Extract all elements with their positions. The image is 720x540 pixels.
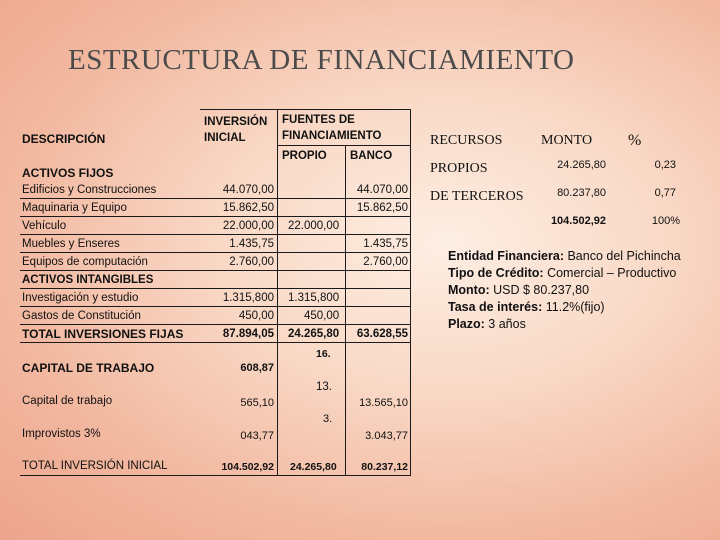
cell-imprevistos-fragment: 3. (323, 413, 333, 425)
col-divider-1 (277, 109, 278, 475)
cell-inversion: 1.315,800 (222, 292, 274, 304)
row-label-imprevistos: Improvistos 3% (22, 428, 101, 440)
row-label: Edificios y Construcciones (22, 184, 157, 196)
header-banco: BANCO (350, 150, 393, 162)
row-divider-6 (20, 288, 411, 289)
header-recursos: RECURSOS (430, 133, 503, 148)
resource-label-terceros: DE TERCEROS (430, 189, 524, 204)
cell-propio: 450,00 (304, 310, 340, 322)
cell-capital-banco-fragment: 16. (316, 348, 331, 360)
row-divider-10 (20, 475, 411, 476)
cell-propio: 1.315,800 (288, 292, 340, 304)
cell-inversion: 15.862,50 (222, 202, 274, 214)
resource-monto: 24.265,80 (557, 159, 606, 171)
info-monto: Monto: USD $ 80.237,80 (448, 283, 590, 297)
cell-inversion: 44.070,00 (222, 184, 274, 196)
cell-inversion: 22.000,00 (222, 220, 274, 232)
info-entidad: Entidad Financiera: Banco del Pichincha (448, 249, 681, 263)
row-divider-2 (20, 216, 411, 217)
cell-banco: 15.862,50 (356, 202, 408, 214)
cell-imprevistos-banco: 3.043,77 (365, 430, 408, 442)
info-tasa: Tasa de interés: 11.2%(fijo) (448, 300, 605, 314)
resource-pct: 0,77 (654, 187, 676, 199)
cell-inversion: 450,00 (238, 310, 274, 322)
cell-capital-trabajo-banco: 13.565,10 (359, 397, 408, 409)
row-label-activos-intangibles: ACTIVOS INTANGIBLES (22, 274, 154, 286)
row-label-total-fijas: TOTAL INVERSIONES FIJAS (22, 327, 184, 341)
header-porcentaje: % (628, 132, 642, 149)
resource-total-monto: 104.502,92 (550, 215, 606, 227)
info-plazo: Plazo: 3 años (448, 317, 526, 331)
header-fuentes-line1: FUENTES DE (282, 114, 355, 126)
row-label: Investigación y estudio (22, 292, 139, 304)
table-border-right (410, 109, 411, 475)
cell-total-propio: 24.265,80 (290, 461, 337, 473)
header-descripcion: DESCRIPCIÓN (22, 132, 106, 146)
row-label-capital: CAPITAL DE TRABAJO (22, 361, 155, 375)
page-title: ESTRUCTURA DE FINANCIAMIENTO (68, 44, 575, 76)
row-label: Vehículo (22, 220, 67, 232)
row-divider-3 (20, 234, 411, 235)
row-divider-8 (20, 324, 411, 325)
row-label: Gastos de Constitución (22, 310, 141, 322)
row-label-capital-trabajo: Capital de trabajo (22, 395, 113, 407)
header-fuentes-line2: FINANCIAMIENTO (282, 130, 382, 142)
cell-inversion: 2.760,00 (229, 256, 274, 268)
row-label-total-inicial: TOTAL INVERSIÓN INICIAL (22, 460, 168, 472)
header-inversion-line1: INVERSIÓN (204, 116, 268, 128)
table-border-top (200, 109, 411, 110)
row-divider-5 (20, 270, 411, 271)
cell-total-inversion: 104.502,92 (221, 461, 274, 473)
cell-imprevistos-inversion: 043,77 (240, 430, 274, 442)
row-label-activos-fijos: ACTIVOS FIJOS (22, 166, 114, 180)
row-divider-4 (20, 252, 411, 253)
row-label: Muebles y Enseres (22, 238, 120, 250)
header-monto: MONTO (541, 133, 593, 148)
header-propio: PROPIO (282, 150, 327, 162)
row-label: Equipos de computación (22, 256, 148, 268)
header-inversion-line2: INICIAL (204, 132, 246, 144)
cell-propio: 24.265,80 (288, 328, 340, 340)
row-divider-1 (20, 198, 411, 199)
cell-banco: 63.628,55 (356, 328, 408, 340)
resource-pct: 0,23 (654, 159, 676, 171)
cell-propio: 22.000,00 (288, 220, 340, 232)
cell-total-banco: 80.237,12 (361, 461, 408, 473)
resource-monto: 80.237,80 (557, 187, 606, 199)
row-divider-7 (20, 306, 411, 307)
row-divider-9 (20, 342, 411, 343)
cell-banco: 1.435,75 (363, 238, 408, 250)
cell-capital-trabajo-fragment: 13. (316, 381, 332, 393)
loan-info (448, 248, 681, 333)
cell-banco: 2.760,00 (363, 256, 408, 268)
resource-total-pct: 100% (651, 215, 680, 227)
cell-banco: 44.070,00 (356, 184, 408, 196)
resource-label-propios: PROPIOS (430, 161, 488, 176)
row-label: Maquinaria y Equipo (22, 202, 127, 214)
cell-capital-trabajo-inversion: 565,10 (240, 397, 274, 409)
cell-capital-inversion: 608,87 (240, 362, 274, 374)
info-tipo-credito: Tipo de Crédito: Comercial – Productivo (448, 266, 677, 280)
cell-inversion: 1.435,75 (229, 238, 274, 250)
cell-inversion: 87.894,05 (222, 328, 274, 340)
